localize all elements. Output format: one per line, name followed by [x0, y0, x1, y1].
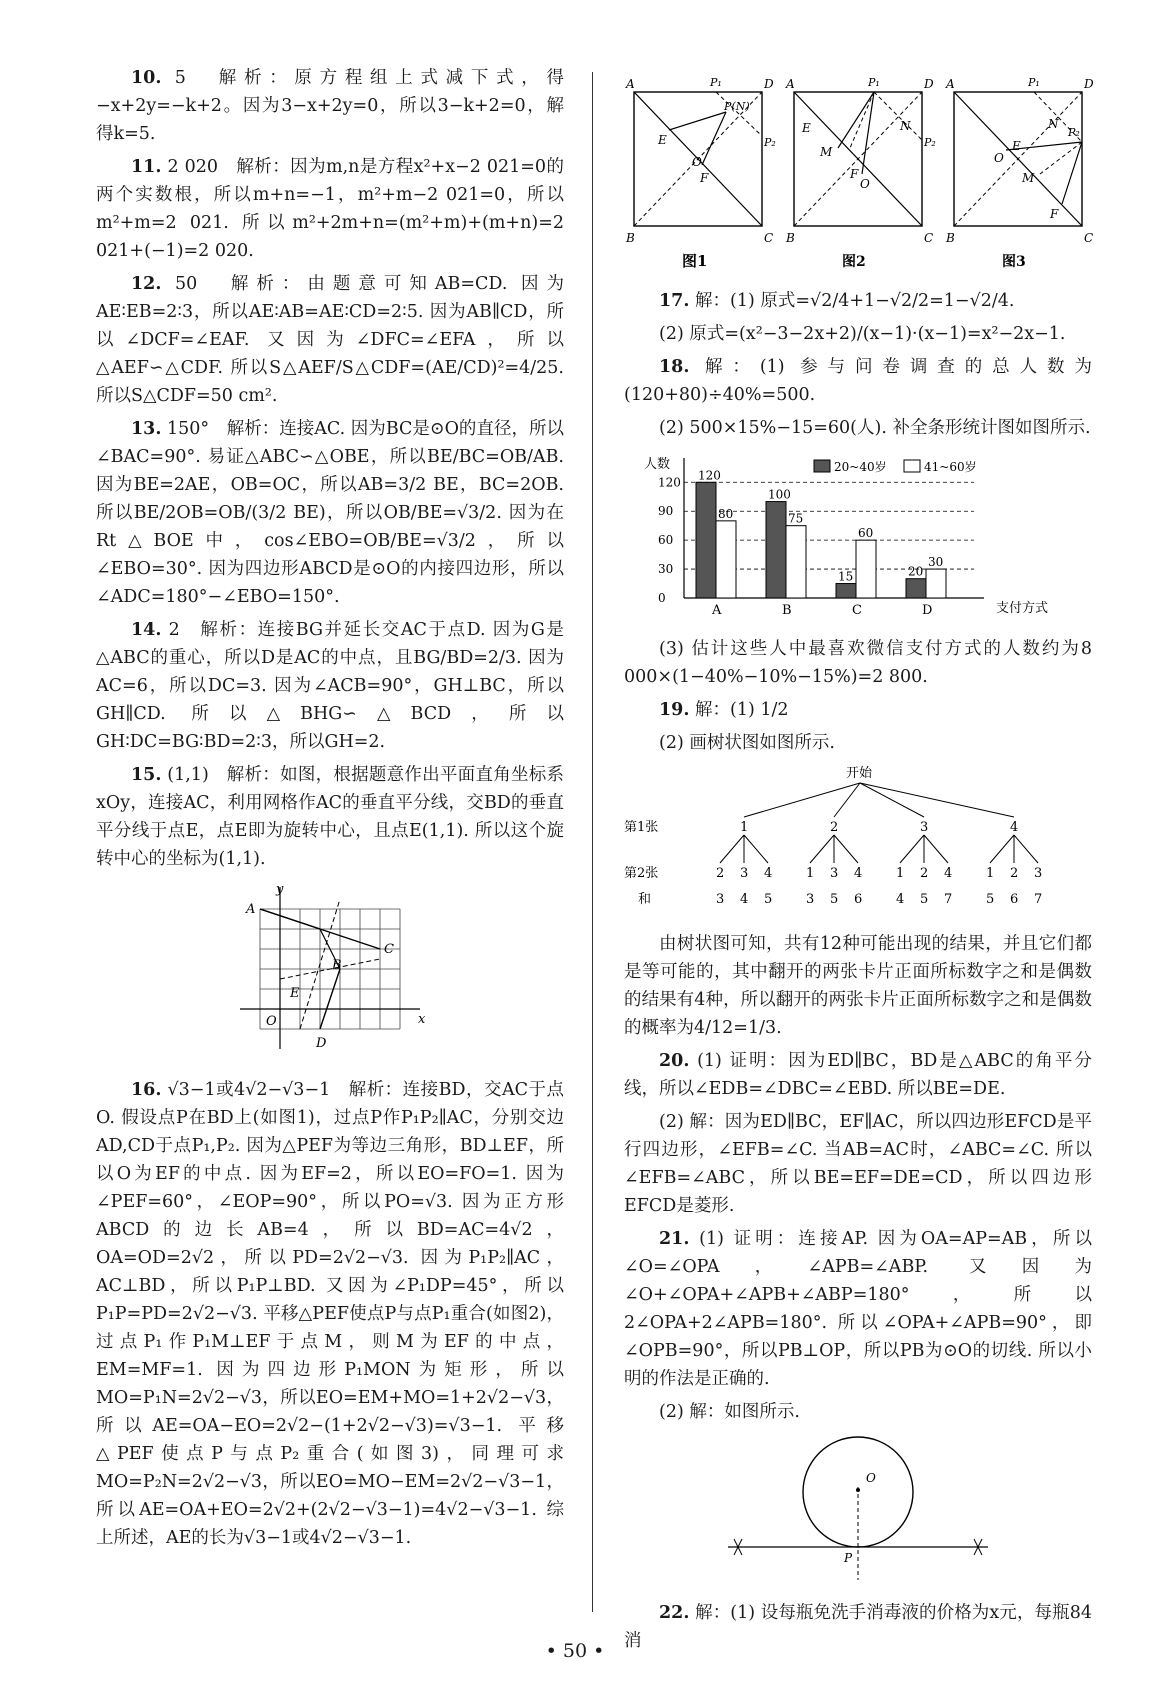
q12: 12. 50 解析：由题意可知AB=CD. 因为AE∶EB=2∶3，所以AE∶AB=AE∶CD=2∶5. 因为AB∥CD，所以∠DCF=∠EAF. 又因为∠DFC=∠EFA，所以△AEF∽△CDF. 所以S△AEF/S△CDF=(AE/CD)²=4/25. 所以S△CDF=50 cm². — [96, 274, 564, 406]
bar-D-1 — [906, 579, 926, 598]
fig3-m: M — [1022, 171, 1035, 185]
fig3-p1: P₁ — [1028, 76, 1040, 89]
tree-sum-label: 和 — [638, 892, 652, 907]
tree-diagram — [624, 763, 1092, 922]
circle-figure-svg — [708, 1432, 1008, 1582]
bar-chart-svg — [624, 448, 1092, 618]
tree-branch — [744, 783, 860, 817]
tree-sum-node: 5 — [920, 892, 929, 907]
tree-branch — [834, 783, 860, 817]
fig2-a: A — [786, 77, 795, 91]
tree-branch — [744, 835, 768, 863]
fig2-b: B — [786, 231, 795, 245]
fig1-p1: P₁ — [710, 76, 722, 89]
tree-second-node: 2 — [716, 866, 725, 881]
fig1-pn: P(N) — [724, 100, 750, 113]
q11: 11. 2 020 解析：因为m,n是方程x²+x−2 021=0的两个实数根，所以m+n=−1，m²+m−2 021=0，所以m²+m=2 021. 所以m²+2m+n=(m²+m)+(m+n)=2 021+(−1)=2 020. — [96, 157, 564, 261]
fig15-c-label: C — [384, 942, 394, 957]
figure-2 — [785, 76, 936, 245]
bar-D-2 — [926, 569, 946, 598]
x-tick-label: B — [782, 603, 792, 618]
bar-value-label: 60 — [858, 526, 874, 541]
fig2-c: C — [924, 231, 934, 245]
tree-first-node: 3 — [920, 820, 929, 835]
fig1-d: D — [764, 77, 774, 91]
left-column — [96, 64, 564, 1557]
q20-part2: (2) 解：因为ED∥BC，EF∥AC，所以四边形EFCD是平行四边形，∠EFB=∠C. 当AB=AC时，∠ABC=∠C. 所以∠EFB=∠ABC，所以BE=EF=DE=CD，所以四边形EFCD是菱形. — [624, 1112, 1092, 1216]
tree-branch — [860, 783, 1014, 817]
fig3-o: O — [994, 151, 1004, 165]
caption-fig2: 图2 — [842, 254, 866, 270]
q14: 14. 2 解析：连接BG并延长交AC于点D. 因为G是△ABC的重心，所以D是AC的中点，且BG/BD=2/3. 因为AC=6，所以DC=3. 因为∠ACB=90°，GH⊥BC，所以GH∥CD. 所以△BHG∽△BCD，所以GH∶DC=BG∶BD=2∶3，所以GH=2. — [96, 620, 564, 752]
tree-first-node: 2 — [830, 820, 839, 835]
legend-swatch-1 — [814, 460, 830, 472]
legend-swatch-2 — [904, 460, 920, 472]
fig3-b: B — [946, 231, 955, 245]
page-number: • 50 • — [545, 1640, 605, 1662]
y-axis-label: 人数 — [644, 457, 671, 472]
x-axis-label: 支付方式 — [996, 601, 1049, 616]
fig21-p: P — [844, 1551, 853, 1565]
bar-B-1 — [766, 502, 786, 598]
tree-branch — [990, 835, 1014, 863]
square-figures — [624, 70, 1092, 279]
fig15-o-label: O — [266, 1014, 277, 1029]
tree-second-node: 3 — [1034, 866, 1043, 881]
tree-diagram-svg — [624, 763, 1092, 913]
q22-part1: 22. 解：(1) 设每瓶免洗手消毒液的价格为x元，每瓶84消 — [624, 1603, 1092, 1651]
tree-sum-node: 7 — [944, 892, 953, 907]
tree-row1-label: 第1张 — [624, 820, 659, 835]
bar-A-1 — [696, 482, 716, 598]
q21-part1: 21. (1) 证明：连接AP. 因为OA=AP=AB，所以∠O=∠OPA，∠APB=∠ABP. 又因为∠O+∠OPA+∠APB+∠ABP=180°，所以2∠OPA+2∠APB=180°. 所以∠OPA+∠APB=90°，即∠OPB=90°，所以PB⊥OP，所以PB为⊙O的切线. 所以小明的作法是正确的. — [624, 1229, 1092, 1389]
tree-sum-node: 5 — [764, 892, 773, 907]
x-tick-label: C — [852, 603, 862, 618]
fig2-d: D — [924, 77, 934, 91]
tree-second-node: 1 — [896, 866, 905, 881]
tree-sum-node: 4 — [896, 892, 905, 907]
fig15-grid-figure — [96, 879, 564, 1068]
bar-value-label: 30 — [928, 555, 944, 570]
bar-B-2 — [786, 526, 806, 598]
tree-sum-node: 3 — [716, 892, 725, 907]
fig3-p2: P₂ — [1068, 126, 1080, 139]
tree-branch — [1014, 835, 1038, 863]
fig2-f: F — [850, 167, 859, 181]
q18-part2: (2) 500×15%−15=60(人). 补全条形统计图如图所示. — [659, 418, 1091, 438]
fig3-a: A — [946, 77, 955, 91]
fig15-d-label: D — [316, 1036, 327, 1051]
fig15-svg — [220, 879, 440, 1059]
q19-part3: 由树状图可知，共有12种可能出现的结果，并且它们都是等可能的，其中翻开的两张卡片正面所标数字之和是偶数的结果有4种，所以翻开的两张卡片正面所标数字之和是偶数的概率为4/12=1/3. — [624, 934, 1092, 1038]
caption-fig1: 图1 — [682, 252, 708, 270]
q19-part1: 19. 解：(1) 1/2 — [659, 700, 789, 720]
tree-branch — [924, 835, 948, 863]
x-tick-label: A — [712, 603, 722, 618]
tree-second-node: 1 — [986, 866, 995, 881]
caption-fig3: 图3 — [1002, 254, 1026, 270]
q15: 15. (1,1) 解析：如图，根据题意作出平面直角坐标系xOy，连接AC，利用网格作AC的垂直平分线，交BD的垂直平分线于点E，点E即为旋转中心，且点E(1,1). 所以这个旋转中心的坐标为(1,1). — [96, 765, 564, 869]
tree-sum-node: 5 — [986, 892, 995, 907]
tree-second-node: 4 — [764, 866, 773, 881]
tree-row2-label: 第2张 — [624, 866, 659, 881]
tree-second-node: 4 — [854, 866, 863, 881]
tree-branch — [720, 835, 744, 863]
tree-sum-node: 6 — [854, 892, 863, 907]
figure-3 — [945, 76, 1094, 245]
fig2-p2: P₂ — [924, 136, 936, 149]
bar-chart — [624, 448, 1092, 627]
legend-label-2: 41~60岁 — [924, 460, 977, 474]
q17-part1: 17. 解：(1) 原式=√2/4+1−√2/2=1−√2/4. — [659, 291, 1015, 311]
q21-part2: (2) 解：如图所示. — [659, 1402, 800, 1422]
tree-sum-node: 7 — [1034, 892, 1043, 907]
tree-sum-node: 4 — [740, 892, 749, 907]
q13: 13. 150° 解析：连接AC. 因为BC是⊙O的直径，所以∠BAC=90°. 易证△ABC∽△OBE，所以BE/BC=OB/AB. 因为BE=2AE，OB=OC，所以AB=3/2 BE，BC=2OB. 所以BE/2OB=OB/(3/2 BE)，所以OB/BE=√3/2. 因为在Rt△BOE中，cos∠EBO=OB/BE=√3/2，所以∠EBO=30°. 因为四边形ABCD是⊙O的内接四边形，所以∠ADC=180°−∠EBO=150°. — [96, 419, 564, 607]
square-figures-svg — [624, 70, 1092, 270]
fig15-e-label: E — [290, 986, 300, 1001]
q10: 10. 5 解析：原方程组上式减下式，得−x+2y=−k+2。因为3−x+2y=0，所以3−k+2=0，解得k=5. — [96, 68, 564, 144]
tree-second-node: 3 — [830, 866, 839, 881]
bar-C-1 — [836, 584, 856, 598]
tree-branch — [834, 835, 858, 863]
fig15-y-label: y — [276, 882, 284, 897]
fig2-o: O — [860, 177, 870, 191]
fig15-b-label: B — [332, 958, 342, 973]
tree-second-node: 3 — [740, 866, 749, 881]
bar-value-label: 80 — [718, 506, 734, 521]
fig3-f: F — [1050, 207, 1059, 221]
y-tick-label: 0 — [658, 591, 666, 605]
right-column — [624, 64, 1092, 1660]
legend-label-1: 20~40岁 — [834, 460, 887, 474]
bar-value-label: 100 — [768, 487, 791, 502]
y-tick-label: 60 — [658, 533, 674, 548]
tree-sum-node: 5 — [830, 892, 839, 907]
fig1-o: O — [692, 155, 702, 169]
bar-value-label: 20 — [908, 564, 924, 579]
x-tick-label: D — [922, 603, 933, 618]
fig1-f: F — [700, 171, 709, 185]
tree-branch — [900, 835, 924, 863]
fig3-n: N — [1048, 117, 1059, 131]
fig1-a: A — [626, 77, 635, 91]
fig2-n: N — [900, 119, 911, 133]
tree-second-node: 4 — [944, 866, 953, 881]
figure-1 — [625, 76, 776, 245]
fig1-e: E — [658, 133, 667, 147]
q17-part2: (2) 原式=(x²−3−2x+2)/(x−1)·(x−1)=x²−2x−1. — [659, 324, 1066, 344]
bar-A-2 — [716, 521, 736, 598]
tree-sum-node: 6 — [1010, 892, 1019, 907]
tree-second-node: 2 — [920, 866, 929, 881]
fig15-x-label: x — [418, 1012, 426, 1027]
q18-part1: 18. 解：(1) 参与问卷调查的总人数为(120+80)÷40%=500. — [624, 357, 1092, 405]
y-tick-label: 90 — [658, 504, 674, 519]
tree-second-node: 1 — [806, 866, 815, 881]
bar-value-label: 120 — [698, 468, 721, 483]
fig1-p2: P₂ — [764, 136, 776, 149]
fig2-e: E — [802, 121, 811, 135]
y-tick-label: 120 — [658, 475, 681, 490]
bar-value-label: 15 — [838, 569, 854, 584]
fig1-c: C — [764, 231, 774, 245]
fig2-m: M — [820, 145, 833, 159]
fig2-p1: P₁ — [868, 76, 880, 89]
fig15-a-label: A — [246, 902, 256, 917]
fig1-b: B — [626, 231, 635, 245]
tree-first-node: 4 — [1010, 820, 1019, 835]
q18-part3: (3) 估计这些人中最喜欢微信支付方式的人数约为8 000×(1−40%−10%−15%)=2 800. — [624, 639, 1092, 687]
fig3-c: C — [1084, 231, 1094, 245]
tree-branch — [810, 835, 834, 863]
q19-part2: (2) 画树状图如图所示. — [659, 733, 835, 753]
bar-value-label: 75 — [788, 511, 804, 526]
tree-branch — [860, 783, 924, 817]
tree-sum-node: 3 — [806, 892, 815, 907]
bar-C-2 — [856, 540, 876, 598]
tree-second-node: 2 — [1010, 866, 1019, 881]
circle-tangent-figure — [624, 1432, 1092, 1591]
fig3-d: D — [1084, 77, 1094, 91]
q16: 16. √3−1或4√2−√3−1 解析：连接BD，交AC于点O. 假设点P在BD上(如图1)，过点P作P₁P₂∥AC，分别交边AD,CD于点P₁,P₂. 因为△PEF为等边三角形，BD⊥EF，所以O为EF的中点. 因为EF=2，所以EO=FO=1. 因为∠PEF=60°，∠EOP=90°，所以PO=√3. 因为正方形ABCD的边长AB=4，所以BD=AC=4√2，OA=OD=2√2，所以PD=2√2−√3. 因为P₁P₂∥AC，AC⊥BD，所以P₁P⊥BD. 又因为∠P₁DP=45°，所以P₁P=PD=2√2−√3. 平移△PEF使点P与点P₁重合(如图2)，过点P₁作P₁M⊥EF于点M，则M为EF的中点，EM=MF=1. 因为四边形P₁MON为矩形，所以MO=P₁N=2√2−√3，所以EO=EM+MO=1+2√2−√3，所以AE=OA−EO=2√2−(1+2√2−√3)=√3−1. 平移△PEF使点P与点P₂重合(如图3)，同理可求MO=P₂N=2√2−√3，所以EO=MO−EM=2√2−√3−1，所以AE=OA+EO=2√2+(2√2−√3−1)=4√2−√3−1. 综上所述，AE的长为√3−1或4√2−√3−1. — [96, 1080, 564, 1548]
tree-first-node: 1 — [740, 820, 749, 835]
fig3-e: E — [1012, 139, 1021, 153]
fig21-o: O — [866, 1471, 876, 1485]
tree-start: 开始 — [846, 766, 873, 781]
q20-part1: 20. (1) 证明：因为ED∥BC，BD是△ABC的角平分线，所以∠EDB=∠DBC=∠EBD. 所以BE=DE. — [624, 1051, 1092, 1099]
column-divider — [592, 72, 593, 1612]
y-tick-label: 30 — [658, 562, 674, 577]
